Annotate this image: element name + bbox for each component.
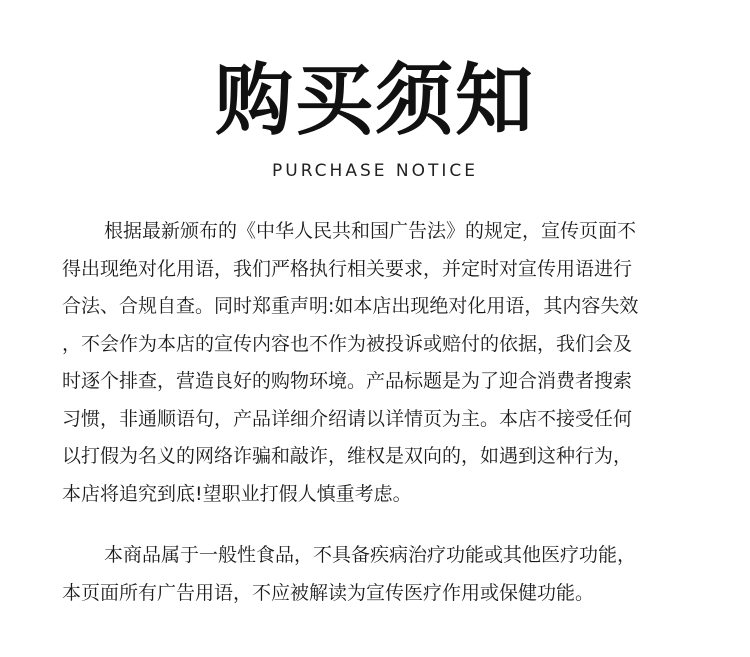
notice-line: 根据最新颁布的《中华人民共和国广告法》的规定，宣传页面不: [104, 220, 637, 242]
notice-paragraph-2: [62, 537, 694, 612]
page-title: 购买须知: [214, 56, 535, 146]
notice-line: 本商品属于一般性食品，不具备疾病治疗功能或其他医疗功能，: [104, 544, 637, 566]
notice-line: 以打假为名义的网络诈骗和敲诈，维权是双向的，如遇到这种行为，: [62, 445, 633, 467]
notice-line: 得出现绝对化用语，我们严格执行相关要求，并定时对宣传用语进行: [62, 257, 633, 280]
page-subtitle: PURCHASE NOTICE: [272, 161, 478, 181]
notice-line: 合法、合规自查。同时郑重声明:如本店出现绝对化用语，其内容失效: [62, 295, 639, 317]
notice-line: 时逐个排查，营造良好的购物环境。产品标题是为了迎合消费者搜索: [62, 370, 633, 392]
notice-paragraph-1: [62, 213, 694, 513]
notice-line: ，不会作为本店的宣传内容也不作为被投诉或赔付的依据，我们会及: [62, 332, 633, 355]
notice-line: 习惯，非通顺语句，产品详细介绍请以详情页为主。本店不接受任何: [62, 407, 633, 430]
notice-line: 本页面所有广告用语，不应被解读为宣传医疗作用或保健功能。: [62, 581, 595, 604]
notice-line: 本店将追究到底!望职业打假人慎重考虑。: [62, 482, 412, 505]
